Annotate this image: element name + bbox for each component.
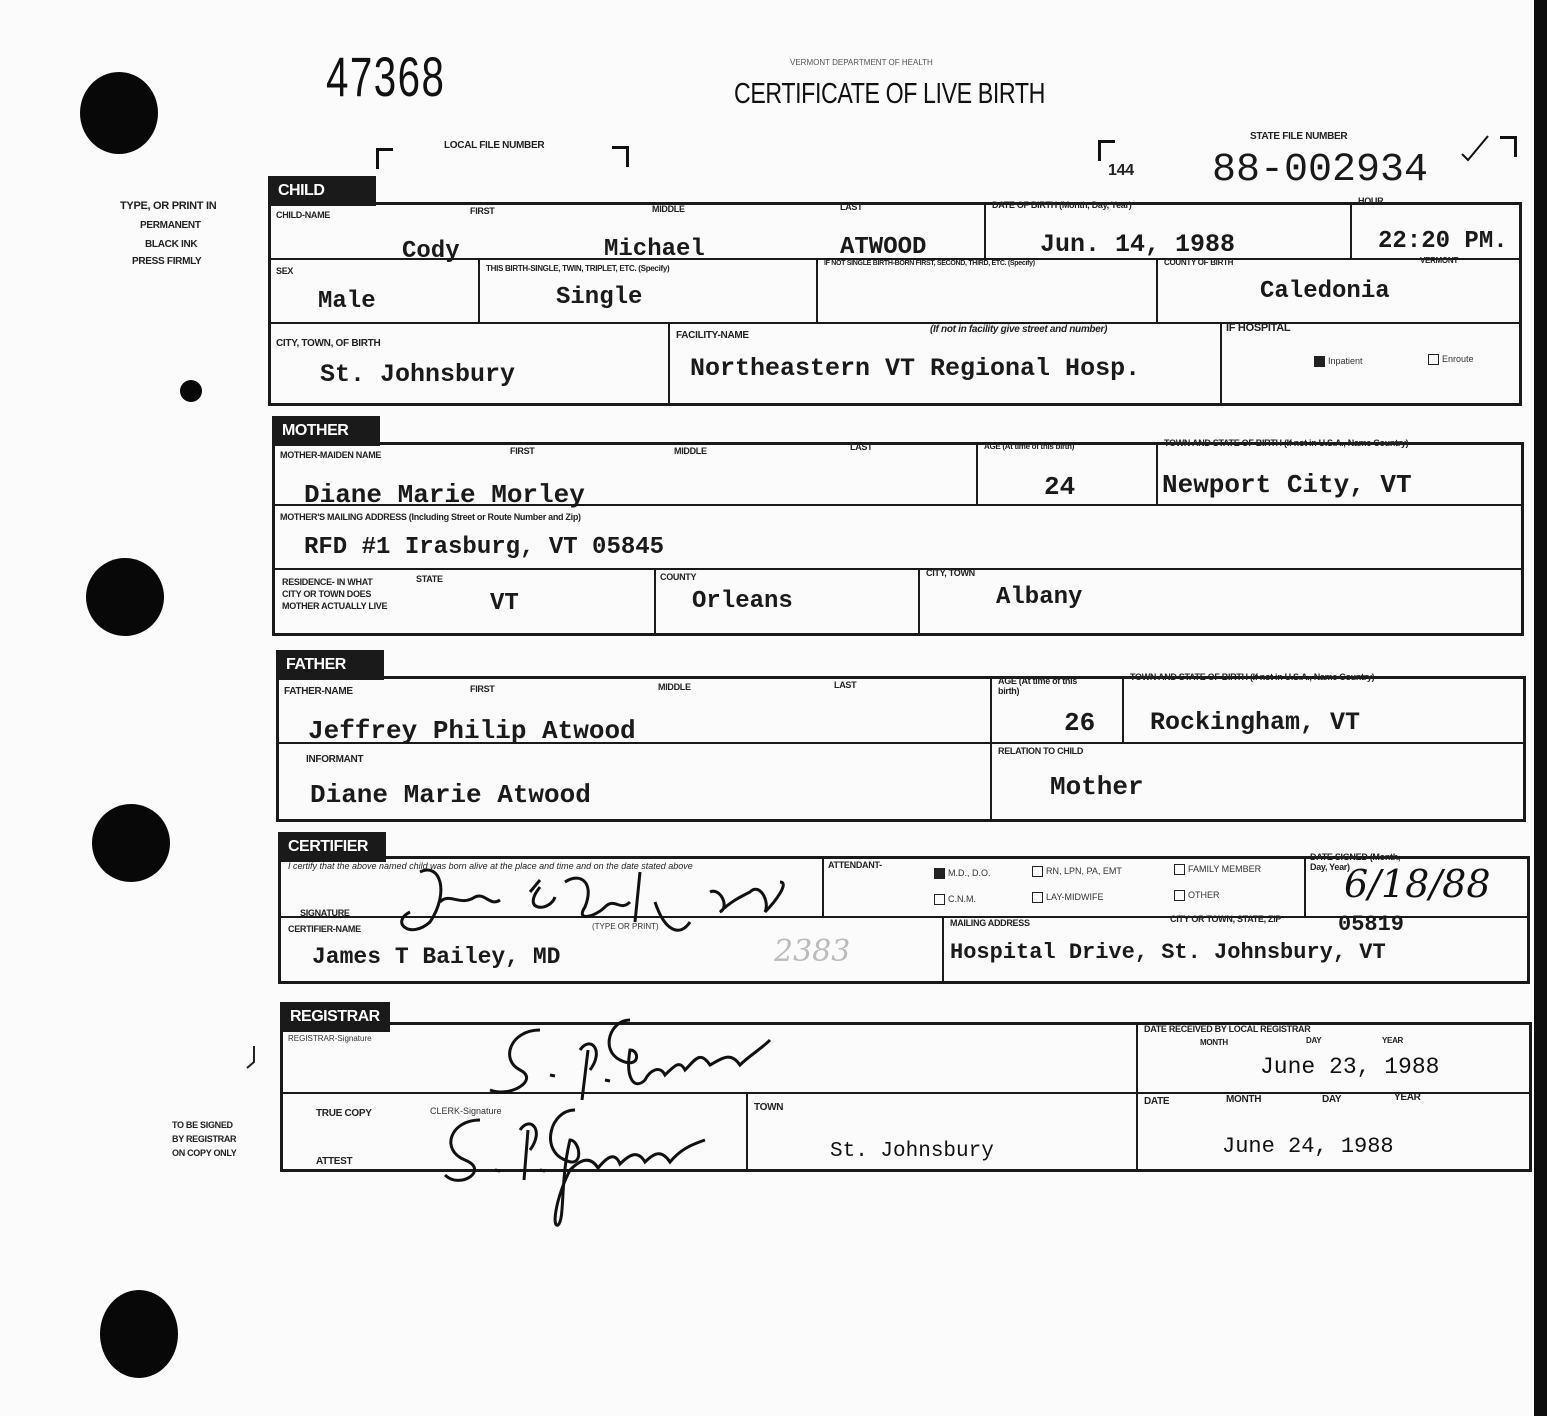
instruction-text: ON COPY ONLY xyxy=(172,1148,237,1158)
instruction-text: BLACK INK xyxy=(145,239,198,250)
attendant-other-label: OTHER xyxy=(1188,890,1220,900)
residence-county-label: COUNTY xyxy=(660,572,697,582)
first-label: FIRST xyxy=(510,446,535,456)
residence-state-label: STATE xyxy=(416,574,443,584)
date-of-birth: Jun. 14, 1988 xyxy=(1040,230,1236,259)
signature-label: SIGNATURE xyxy=(300,908,350,918)
instruction-text: PRESS FIRMLY xyxy=(132,256,202,267)
mother-age: 24 xyxy=(1044,472,1076,502)
child-name-label: CHILD-NAME xyxy=(276,210,330,220)
corner-bracket xyxy=(1500,136,1517,157)
section-tab-certifier: CERTIFIER xyxy=(278,832,386,862)
attest-date: June 24, 1988 xyxy=(1222,1134,1394,1159)
plurality-label: THIS BIRTH-SINGLE, TWIN, TRIPLET, ETC. (Specify) xyxy=(486,264,670,273)
mother-name: Diane Marie Morley xyxy=(304,480,585,510)
sex-label: SEX xyxy=(276,266,294,276)
enroute-label: Enroute xyxy=(1442,354,1474,364)
city-state-zip-label: CITY OR TOWN, STATE, ZIP xyxy=(1170,914,1282,924)
residence-town-label: CITY, TOWN xyxy=(926,568,975,578)
punch-hole xyxy=(180,380,202,402)
certifier-name: James T Bailey, MD xyxy=(312,944,561,970)
check-mark-icon xyxy=(1460,134,1490,164)
town-label: TOWN xyxy=(754,1102,784,1113)
child-last-name: ATWOOD xyxy=(840,234,927,261)
attendant-md-label: M.D., D.O. xyxy=(948,868,991,878)
residence-label: RESIDENCE- IN WHAT CITY OR TOWN DOES MOTHER ACTUALLY LIVE xyxy=(282,577,388,611)
month-label: MONTH xyxy=(1226,1094,1262,1105)
punch-hole xyxy=(80,72,158,154)
day-label: DAY xyxy=(1306,1036,1322,1045)
state-file-label: STATE FILE NUMBER xyxy=(1250,131,1348,142)
punch-hole xyxy=(86,558,164,636)
mailing-address-label: MAILING ADDRESS xyxy=(950,918,1030,928)
relation-label: RELATION TO CHILD xyxy=(998,746,1084,756)
instruction-text: BY REGISTRAR xyxy=(172,1134,237,1144)
corner-bracket xyxy=(376,148,393,169)
father-age-label: AGE (At time of this birth) xyxy=(998,676,1077,696)
attendant-rn-label: RN, LPN, PA, EMT xyxy=(1046,866,1122,876)
hospital-label: IF HOSPITAL xyxy=(1226,322,1291,334)
inpatient-label: Inpatient xyxy=(1328,356,1363,366)
instruction-text: TO BE SIGNED xyxy=(172,1120,233,1130)
true-copy-label: TRUE COPY xyxy=(316,1108,372,1119)
certification-statement: I certify that the above named child was born alive at the place and time and on the date stated above xyxy=(288,861,693,871)
punch-hole xyxy=(100,1290,178,1378)
certificate-number: 47368 xyxy=(326,45,446,108)
registrar-signature xyxy=(480,1010,780,1100)
attendant-rn-checkbox[interactable] xyxy=(1032,866,1122,877)
child-sex: Male xyxy=(318,288,376,315)
attendant-other-checkbox[interactable] xyxy=(1174,890,1220,901)
year-label: YEAR xyxy=(1394,1092,1421,1103)
state-file-number: 88-002934 xyxy=(1212,148,1429,193)
mother-age-label: AGE (At time of this birth) xyxy=(984,442,1075,451)
state-code: 144 xyxy=(1108,162,1134,179)
attendant-md-checkbox[interactable] xyxy=(934,868,991,879)
birth-order-label: IF NOT SINGLE BIRTH-BORN FIRST, SECOND, THIRD, ETC. (Specify) xyxy=(824,260,1035,267)
facility-label: FACILITY-NAME xyxy=(676,330,749,341)
father-name-label: FATHER-NAME xyxy=(284,686,353,697)
father-age: 26 xyxy=(1064,708,1096,738)
date-of-birth-label: DATE OF BIRTH (Month, Day, Year) xyxy=(992,200,1132,210)
relation-to-child: Mother xyxy=(1050,772,1144,802)
date-received-label: DATE RECEIVED BY LOCAL REGISTRAR xyxy=(1144,1024,1311,1034)
attest-label: ATTEST xyxy=(316,1156,353,1167)
date-label: DATE xyxy=(1144,1096,1170,1107)
clerk-signature xyxy=(440,1090,720,1230)
facility-note: (If not in facility give street and number) xyxy=(930,324,1108,335)
father-birthplace-label: TOWN AND STATE OF BIRTH (If not in U.S.A., Name Country) xyxy=(1130,672,1375,682)
birth-hour: 22:20 PM. xyxy=(1378,228,1508,255)
certifier-zip: 05819 xyxy=(1338,912,1405,937)
last-label: LAST xyxy=(840,202,863,212)
residence-county: Orleans xyxy=(692,588,793,615)
mother-birthplace: Newport City, VT xyxy=(1162,470,1412,500)
attendant-cnm-label: C.N.M. xyxy=(948,894,976,904)
registrar-town: St. Johnsbury xyxy=(830,1140,994,1163)
instruction-text: PERMANENT xyxy=(140,220,201,231)
facility-name: Northeastern VT Regional Hosp. xyxy=(690,354,1141,383)
section-tab-registrar: REGISTRAR xyxy=(280,1002,390,1032)
father-birthplace: Rockingham, VT xyxy=(1150,708,1361,737)
tick-mark-icon xyxy=(244,1044,258,1072)
county-of-birth-label: COUNTY OF BIRTH xyxy=(1164,258,1234,267)
month-label: MONTH xyxy=(1200,1038,1228,1047)
enroute-checkbox[interactable] xyxy=(1428,354,1474,365)
attendant-family-checkbox[interactable] xyxy=(1174,864,1261,875)
inpatient-checkbox[interactable] xyxy=(1314,356,1363,367)
page-title: CERTIFICATE OF LIVE BIRTH xyxy=(734,78,1045,110)
corner-bracket xyxy=(612,146,629,167)
instruction-text: TYPE, OR PRINT IN xyxy=(120,200,217,212)
city-of-birth-label: CITY, TOWN, OF BIRTH xyxy=(276,338,381,349)
date-signed: 6/18/88 xyxy=(1344,862,1491,906)
first-label: FIRST xyxy=(470,206,495,216)
middle-label: MIDDLE xyxy=(652,204,685,214)
page-edge xyxy=(1534,0,1547,1416)
section-tab-child: CHILD xyxy=(268,176,376,206)
residence-town: Albany xyxy=(996,584,1083,611)
county-of-birth: Caledonia xyxy=(1260,278,1390,305)
punch-hole xyxy=(92,804,170,882)
city-of-birth: St. Johnsbury xyxy=(320,360,516,389)
residence-state: VT xyxy=(490,590,519,617)
informant-name: Diane Marie Atwood xyxy=(310,780,591,810)
child-first-name: Cody xyxy=(402,238,460,265)
plurality: Single xyxy=(556,284,643,311)
license-number: 2383 xyxy=(774,934,851,969)
last-label: LAST xyxy=(850,442,873,452)
informant-label: INFORMANT xyxy=(306,754,364,765)
certifier-mailing-address: Hospital Drive, St. Johnsbury, VT xyxy=(950,940,1386,965)
department-name: VERMONT DEPARTMENT OF HEALTH xyxy=(790,58,933,67)
attendant-label: ATTENDANT- xyxy=(828,860,882,870)
mailing-address-label: MOTHER'S MAILING ADDRESS (Including Street or Route Number and Zip) xyxy=(280,512,581,522)
state-label: VERMONT xyxy=(1420,256,1458,265)
registrar-signature-label: REGISTRAR-Signature xyxy=(288,1034,372,1043)
corner-bracket xyxy=(1098,140,1115,161)
print-note: (TYPE OR PRINT) xyxy=(592,922,659,931)
local-file-label: LOCAL FILE NUMBER xyxy=(444,140,545,151)
hour-label: HOUR xyxy=(1358,196,1384,206)
attendant-midwife-checkbox[interactable] xyxy=(1032,892,1104,903)
first-label: FIRST xyxy=(470,684,495,694)
day-label: DAY xyxy=(1322,1094,1342,1105)
father-name: Jeffrey Philip Atwood xyxy=(308,716,636,746)
attendant-family-label: FAMILY MEMBER xyxy=(1188,864,1262,874)
child-middle-name: Michael xyxy=(604,236,705,263)
date-received: June 23, 1988 xyxy=(1260,1054,1440,1080)
mother-name-label: MOTHER-MAIDEN NAME xyxy=(280,450,382,460)
middle-label: MIDDLE xyxy=(658,682,691,692)
last-label: LAST xyxy=(834,680,857,690)
attendant-cnm-checkbox[interactable] xyxy=(934,894,976,905)
date-signed-label: DATE SIGNED (Month, Day, Year) xyxy=(1310,852,1401,872)
section-tab-father: FATHER xyxy=(276,650,384,680)
attendant-midwife-label: LAY-MIDWIFE xyxy=(1046,892,1104,902)
section-tab-mother: MOTHER xyxy=(272,416,380,446)
mother-mailing-address: RFD #1 Irasburg, VT 05845 xyxy=(304,534,665,561)
year-label: YEAR xyxy=(1382,1036,1404,1045)
certifier-name-label: CERTIFIER-NAME xyxy=(288,924,361,934)
clerk-signature-label: CLERK-Signature xyxy=(430,1106,502,1116)
middle-label: MIDDLE xyxy=(674,446,707,456)
mother-birthplace-label: TOWN AND STATE OF BIRTH (If not in U.S.A., Name Country) xyxy=(1164,438,1409,448)
